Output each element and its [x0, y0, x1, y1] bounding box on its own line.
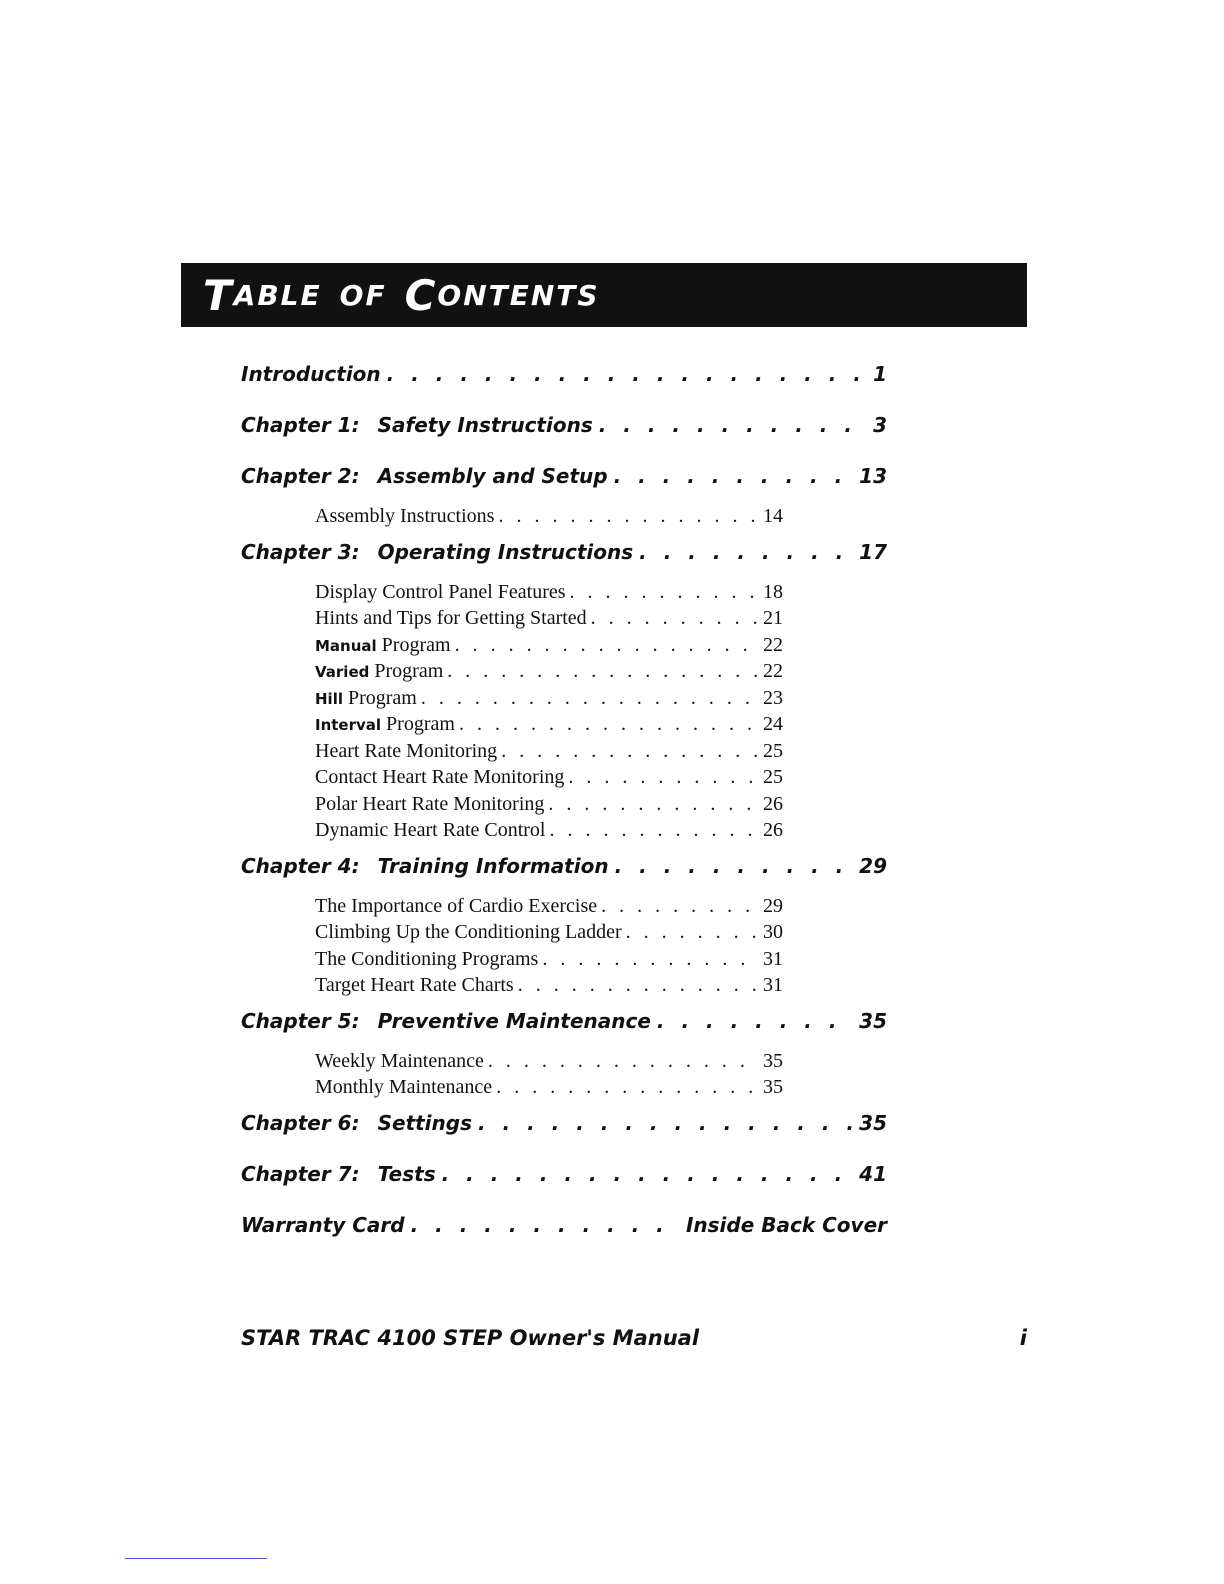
toc-entry[interactable]: [241, 362, 887, 405]
subentry-label: [315, 660, 443, 683]
title-letter-t: T: [203, 270, 234, 320]
toc-subentries: [315, 895, 783, 1001]
chapter-title: Introduction: [241, 362, 381, 386]
subentry-label: [315, 819, 546, 842]
dot-leader: [387, 362, 867, 386]
toc-subentry[interactable]: [315, 921, 783, 948]
toc-entry[interactable]: [241, 464, 887, 507]
footer-page-number: i: [1019, 1326, 1027, 1350]
title-word-of: OF: [339, 278, 387, 312]
subentry-text: Program: [381, 633, 451, 656]
table-of-contents: [241, 362, 887, 1256]
subentry-label: [315, 974, 514, 997]
subentry-text: Contact Heart Rate Monitoring: [315, 766, 565, 788]
toc-page-number: 29: [859, 853, 887, 878]
toc-subentry[interactable]: [315, 607, 783, 634]
subentry-text: Assembly Instructions: [315, 505, 495, 527]
subentry-page-number: 22: [763, 633, 783, 656]
footnote-rule: [125, 1558, 267, 1559]
subentry-page-number: 31: [763, 974, 783, 996]
dot-leader: [626, 921, 759, 944]
dot-leader: [421, 687, 759, 710]
toc-subentry[interactable]: [315, 766, 783, 793]
toc-subentry[interactable]: [315, 505, 783, 532]
subentry-label: [315, 634, 451, 657]
chapter-title: Settings: [377, 1110, 472, 1135]
toc-entry-label: [241, 1111, 472, 1135]
dot-leader: [542, 948, 759, 971]
chapter-title: Assembly and Setup: [377, 464, 608, 488]
toc-entry-label: [241, 413, 593, 437]
dot-leader: [614, 464, 854, 488]
dot-leader: [496, 1076, 759, 1099]
subentry-text: Polar Heart Rate Monitoring: [315, 792, 545, 815]
toc-subentries: [315, 1050, 783, 1103]
subentry-text: Hints and Tips for Getting Started: [315, 607, 587, 629]
subentry-page-number: 35: [763, 1076, 783, 1098]
subentry-text: The Conditioning Programs: [315, 947, 539, 970]
chapter-prefix: Chapter 2:: [241, 464, 360, 488]
subentry-page-number: 14: [763, 505, 783, 527]
dot-leader: [601, 895, 759, 918]
toc-subentry[interactable]: [315, 740, 783, 767]
subentry-label: [315, 505, 494, 528]
subentry-label: [315, 921, 622, 944]
subentry-text: Weekly Maintenance: [315, 1049, 484, 1072]
toc-entry[interactable]: [241, 413, 887, 456]
chapter-prefix: Chapter 1:: [241, 413, 360, 437]
subentry-text: Display Control Panel Features: [315, 580, 566, 603]
subentry-text: Monthly Maintenance: [315, 1076, 493, 1098]
title-word-able: ABLE: [233, 278, 322, 312]
toc-entry[interactable]: [241, 854, 887, 897]
toc-entry[interactable]: [241, 540, 887, 583]
toc-page-number: 13: [859, 464, 887, 488]
toc-page-number: 1: [873, 362, 887, 386]
subentry-text: Program: [386, 713, 455, 735]
subentry-page-number: 31: [763, 947, 783, 970]
toc-subentry[interactable]: [315, 581, 783, 608]
toc-entry-label: [241, 1213, 405, 1237]
subentry-page-number: 24: [763, 713, 783, 735]
subentry-page-number: 26: [763, 792, 783, 815]
subentry-text: Target Heart Rate Charts: [315, 974, 514, 996]
toc-entry[interactable]: [241, 1111, 887, 1154]
subentry-label: [315, 1050, 484, 1073]
subentry-label: [315, 687, 417, 710]
dot-leader: [501, 740, 759, 763]
chapter-title: Warranty Card: [241, 1212, 405, 1237]
subentry-label: [315, 948, 538, 971]
toc-page-number: 3: [873, 413, 887, 437]
title-word-ontents: ONTENTS: [437, 278, 600, 312]
subentry-text: Dynamic Heart Rate Control: [315, 819, 546, 841]
dot-leader: [411, 1213, 680, 1237]
toc-page-number: 17: [859, 539, 887, 564]
subentry-label: [315, 581, 566, 604]
toc-subentry[interactable]: [315, 793, 783, 820]
dot-leader: [657, 1009, 853, 1033]
subentry-label: [315, 1076, 492, 1099]
toc-entry-label: [241, 1009, 651, 1033]
subentry-label: [315, 793, 544, 816]
dot-leader: [599, 413, 867, 437]
chapter-title: Safety Instructions: [377, 413, 593, 437]
toc-subentry[interactable]: [315, 895, 783, 922]
subentry-label: [315, 895, 597, 918]
chapter-prefix: Chapter 7:: [241, 1161, 360, 1186]
toc-entry-label: [241, 362, 381, 386]
dot-leader: [442, 1162, 854, 1186]
dot-leader: [568, 766, 759, 789]
subentry-page-number: 18: [763, 580, 783, 603]
program-name: Varied: [315, 663, 370, 681]
subentry-label: [315, 766, 564, 789]
chapter-prefix: Chapter 3:: [241, 539, 360, 564]
subentry-page-number: 26: [763, 819, 783, 841]
toc-subentry[interactable]: [315, 948, 783, 975]
chapter-prefix: Chapter 5:: [241, 1008, 360, 1033]
subentry-text: Program: [374, 660, 444, 682]
subentry-page-number: 22: [763, 660, 783, 682]
subentry-label: [315, 607, 587, 630]
toc-subentry[interactable]: [315, 687, 783, 714]
subentry-label: [315, 713, 455, 736]
subentry-page-number: 23: [763, 686, 783, 709]
dot-leader: [518, 974, 759, 997]
toc-page-number: Inside Back Cover: [685, 1212, 887, 1237]
subentry-page-number: 25: [763, 739, 783, 762]
toc-subentry[interactable]: [315, 1050, 783, 1077]
dot-leader: [455, 634, 759, 657]
chapter-title: Preventive Maintenance: [377, 1008, 651, 1033]
dot-leader: [459, 713, 759, 736]
subentry-text: Climbing Up the Conditioning Ladder: [315, 921, 622, 943]
toc-subentry[interactable]: [315, 819, 783, 846]
toc-entry[interactable]: [241, 1009, 887, 1052]
subentry-page-number: 21: [763, 607, 783, 629]
dot-leader: [548, 793, 759, 816]
toc-entry[interactable]: [241, 1213, 887, 1256]
footer-manual-title: STAR TRAC 4100 STEP Owner's Manual: [241, 1326, 700, 1350]
subentry-text: Heart Rate Monitoring: [315, 739, 498, 762]
toc-title-banner: [181, 263, 1027, 327]
chapter-prefix: Chapter 4:: [241, 853, 360, 878]
subentry-text: Program: [347, 686, 417, 709]
toc-entry-label: [241, 464, 608, 488]
dot-leader: [478, 1111, 853, 1135]
toc-subentries: [315, 581, 783, 846]
dot-leader: [498, 505, 759, 528]
dot-leader: [447, 660, 759, 683]
program-name: Hill: [315, 689, 343, 708]
toc-entry[interactable]: [241, 1162, 887, 1205]
toc-subentry[interactable]: [315, 713, 783, 740]
toc-subentry[interactable]: [315, 634, 783, 661]
dot-leader: [488, 1050, 759, 1073]
toc-subentry[interactable]: [315, 1076, 783, 1103]
subentry-page-number: 29: [763, 894, 783, 917]
program-name: Manual: [315, 636, 377, 655]
toc-entry-label: [241, 854, 609, 878]
toc-page-number: 35: [859, 1008, 887, 1033]
toc-page-number: 41: [859, 1161, 887, 1186]
subentry-text: The Importance of Cardio Exercise: [315, 894, 598, 917]
page-footer: [241, 1326, 1027, 1350]
subentry-label: [315, 740, 497, 763]
chapter-title: Tests: [377, 1161, 436, 1186]
toc-subentry[interactable]: [315, 660, 783, 687]
dot-leader: [615, 854, 854, 878]
dot-leader: [550, 819, 760, 842]
toc-entry-label: [241, 1162, 436, 1186]
dot-leader: [591, 607, 759, 630]
chapter-title: Operating Instructions: [377, 539, 634, 564]
dot-leader: [570, 581, 759, 604]
title-letter-c: C: [404, 270, 438, 320]
chapter-title: Training Information: [377, 853, 609, 878]
chapter-prefix: Chapter 6:: [241, 1110, 360, 1135]
toc-subentries: [315, 505, 783, 532]
toc-entry-label: [241, 540, 633, 564]
toc-page-number: 35: [859, 1110, 887, 1135]
subentry-page-number: 25: [763, 766, 783, 788]
subentry-page-number: 35: [763, 1049, 783, 1072]
toc-subentry[interactable]: [315, 974, 783, 1001]
subentry-page-number: 30: [763, 921, 783, 943]
program-name: Interval: [315, 716, 382, 734]
dot-leader: [639, 540, 853, 564]
